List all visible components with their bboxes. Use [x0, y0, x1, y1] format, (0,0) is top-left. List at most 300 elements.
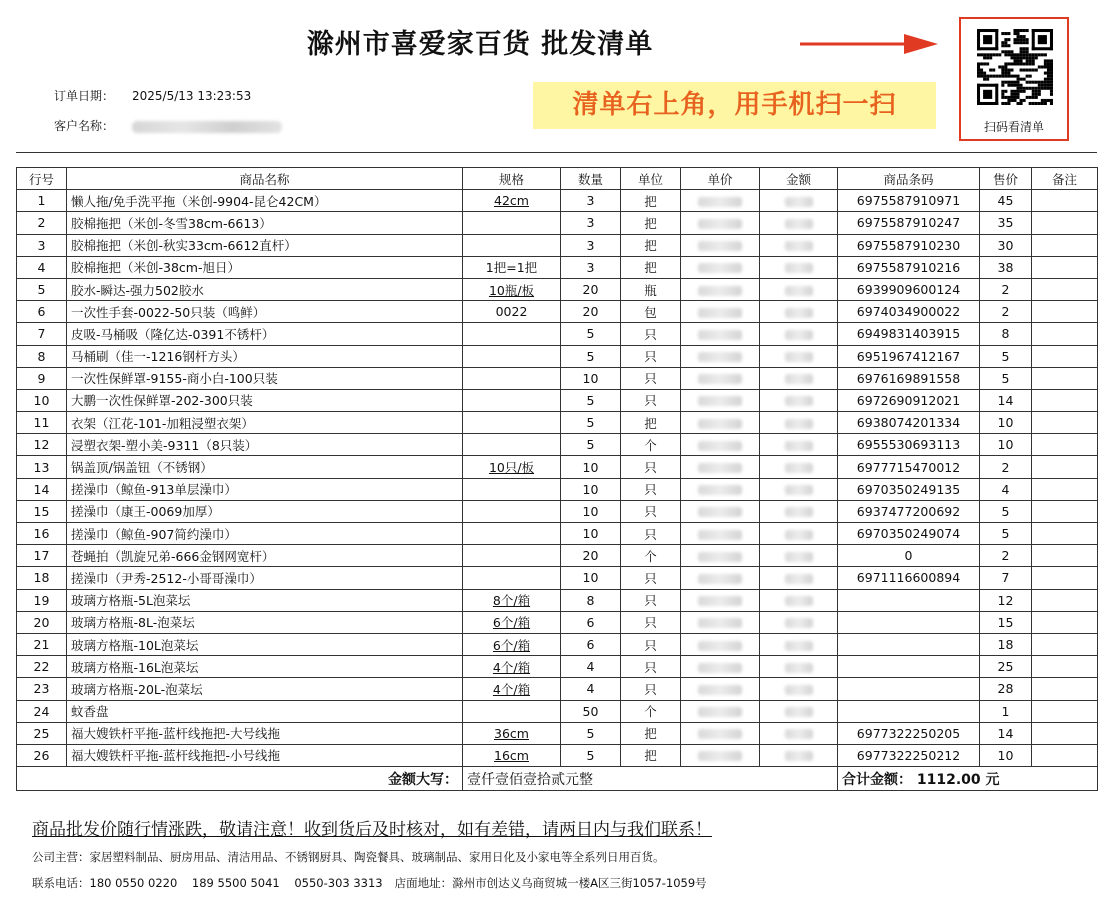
retail-price: 45 [980, 190, 1032, 212]
row-number: 15 [17, 500, 67, 522]
redacted-value [698, 241, 742, 251]
document-title: 滁州市喜爱家百货 批发清单 [306, 29, 654, 60]
phone-numbers: 180 0550 0220 189 5500 5041 0550-303 3313 [89, 876, 383, 890]
spec [463, 478, 561, 500]
unit: 把 [621, 256, 681, 278]
redacted-value [785, 396, 813, 406]
spec [463, 389, 561, 411]
column-header: 金额 [760, 168, 838, 190]
retail-price: 10 [980, 412, 1032, 434]
barcode: 6970350249074 [838, 523, 980, 545]
redacted-value [698, 707, 742, 717]
table-row [17, 744, 1098, 766]
barcode: 6977322250205 [838, 722, 980, 744]
barcode [838, 678, 980, 700]
redacted-value [785, 574, 813, 584]
amount-redacted [760, 278, 838, 300]
barcode: 6970350249135 [838, 478, 980, 500]
quantity: 8 [561, 589, 621, 611]
barcode: 6977322250212 [838, 744, 980, 766]
quantity: 3 [561, 212, 621, 234]
redacted-value [785, 507, 813, 517]
items-table [16, 167, 1098, 791]
unit: 只 [621, 656, 681, 678]
redacted-value [698, 396, 742, 406]
barcode [838, 589, 980, 611]
retail-price: 2 [980, 545, 1032, 567]
remark [1032, 744, 1098, 766]
amount-redacted [760, 633, 838, 655]
table-row [17, 434, 1098, 456]
row-number: 9 [17, 367, 67, 389]
quantity: 4 [561, 678, 621, 700]
unit: 只 [621, 345, 681, 367]
redacted-value [698, 485, 742, 495]
unit: 把 [621, 722, 681, 744]
unit: 只 [621, 500, 681, 522]
product-name: 搓澡巾（鲸鱼-907简约澡巾） [67, 523, 463, 545]
order-date-row [54, 87, 251, 104]
redacted-value [698, 419, 742, 429]
spec: 1把=1把 [463, 256, 561, 278]
unit-price-redacted [681, 389, 760, 411]
retail-price: 1 [980, 700, 1032, 722]
redacted-value [785, 441, 813, 451]
qr-caption: 扫码看清单 [983, 120, 1044, 134]
quantity: 10 [561, 523, 621, 545]
quantity: 5 [561, 744, 621, 766]
retail-price: 2 [980, 278, 1032, 300]
barcode: 6955530693113 [838, 434, 980, 456]
retail-price: 30 [980, 234, 1032, 256]
barcode: 6971116600894 [838, 567, 980, 589]
unit: 把 [621, 412, 681, 434]
remark [1032, 722, 1098, 744]
retail-price: 5 [980, 367, 1032, 389]
scan-promo-banner: 清单右上角，用手机扫一扫 [533, 82, 936, 129]
barcode: 6975587910971 [838, 190, 980, 212]
table-row [17, 234, 1098, 256]
redacted-value [785, 219, 813, 229]
redacted-value [785, 286, 813, 296]
amount-redacted [760, 212, 838, 234]
barcode: 6938074201334 [838, 412, 980, 434]
retail-price: 2 [980, 456, 1032, 478]
retail-price: 35 [980, 212, 1032, 234]
row-number: 2 [17, 212, 67, 234]
amount-redacted [760, 234, 838, 256]
redacted-value [698, 374, 742, 384]
row-number: 6 [17, 301, 67, 323]
table-row [17, 500, 1098, 522]
redacted-value [785, 263, 813, 273]
amount-redacted [760, 301, 838, 323]
remark [1032, 456, 1098, 478]
row-number: 18 [17, 567, 67, 589]
remark [1032, 212, 1098, 234]
amount-redacted [760, 500, 838, 522]
unit: 只 [621, 323, 681, 345]
table-row [17, 567, 1098, 589]
table-row [17, 545, 1098, 567]
redacted-value [785, 751, 813, 761]
remark [1032, 700, 1098, 722]
retail-price: 2 [980, 301, 1032, 323]
redacted-value [698, 641, 742, 651]
row-number: 23 [17, 678, 67, 700]
spec [463, 523, 561, 545]
spec [463, 434, 561, 456]
business-scope: 公司主营：家居塑料制品、厨房用品、清洁用品、不锈钢厨具、陶瓷餐具、玻璃制品、家用日化及小家电等全系列日用百货。 [32, 850, 665, 864]
unit-price-redacted [681, 589, 760, 611]
amount-redacted [760, 478, 838, 500]
redacted-value [785, 308, 813, 318]
table-row [17, 212, 1098, 234]
remark [1032, 301, 1098, 323]
quantity: 5 [561, 323, 621, 345]
redacted-value [698, 330, 742, 340]
product-name: 玻璃方格瓶-16L泡菜坛 [67, 656, 463, 678]
unit-price-redacted [681, 722, 760, 744]
retail-price: 15 [980, 611, 1032, 633]
spec: 16cm [463, 744, 561, 766]
amount-redacted [760, 434, 838, 456]
amount-redacted [760, 190, 838, 212]
remark [1032, 256, 1098, 278]
unit-price-redacted [681, 345, 760, 367]
column-header: 规格 [463, 168, 561, 190]
barcode: 6977715470012 [838, 456, 980, 478]
redacted-value [785, 463, 813, 473]
unit-price-redacted [681, 434, 760, 456]
redacted-value [785, 374, 813, 384]
product-name: 蚊香盘 [67, 700, 463, 722]
redacted-value [698, 286, 742, 296]
table-row [17, 656, 1098, 678]
quantity: 20 [561, 301, 621, 323]
amount-redacted [760, 656, 838, 678]
barcode: 0 [838, 545, 980, 567]
redacted-value [785, 641, 813, 651]
amount-redacted [760, 611, 838, 633]
column-header: 售价 [980, 168, 1032, 190]
table-row [17, 345, 1098, 367]
amount-redacted [760, 722, 838, 744]
product-name: 皮吸-马桶吸（隆亿达-0391不锈杆） [67, 323, 463, 345]
table-row [17, 278, 1098, 300]
product-name: 衣架（江花-101-加粗浸塑衣架） [67, 412, 463, 434]
unit-price-redacted [681, 412, 760, 434]
remark [1032, 523, 1098, 545]
row-number: 25 [17, 722, 67, 744]
table-row [17, 611, 1098, 633]
remark [1032, 500, 1098, 522]
redacted-value [698, 507, 742, 517]
column-header: 数量 [561, 168, 621, 190]
spec [463, 367, 561, 389]
redacted-value [785, 707, 813, 717]
column-header: 商品名称 [67, 168, 463, 190]
price-notice: 商品批发价随行情涨跌，敬请注意！收到货后及时核对，如有差错，请两日内与我们联系！ [32, 820, 712, 840]
unit: 把 [621, 744, 681, 766]
redacted-value [785, 241, 813, 251]
product-name: 浸塑衣架-塑小美-9311（8只装） [67, 434, 463, 456]
barcode: 6975587910247 [838, 212, 980, 234]
amount-redacted [760, 589, 838, 611]
order-date-value: 2025/5/13 13:23:53 [132, 89, 252, 103]
redacted-value [698, 663, 742, 673]
quantity: 3 [561, 234, 621, 256]
redacted-value [785, 530, 813, 540]
redacted-value [698, 308, 742, 318]
product-name: 大鹏一次性保鲜罩-202-300只装 [67, 389, 463, 411]
amount-redacted [760, 523, 838, 545]
retail-price: 28 [980, 678, 1032, 700]
redacted-value [698, 751, 742, 761]
unit-price-redacted [681, 567, 760, 589]
product-name: 马桶刷（佳一-1216钢杆方头） [67, 345, 463, 367]
total-cn-value: 壹仟壹佰壹拾贰元整 [463, 767, 838, 791]
row-number: 19 [17, 589, 67, 611]
row-number: 5 [17, 278, 67, 300]
address-label: 店面地址： [394, 876, 453, 890]
customer-name-redacted [132, 121, 282, 133]
spec: 10只/板 [463, 456, 561, 478]
redacted-value [785, 685, 813, 695]
barcode [838, 656, 980, 678]
table-row [17, 589, 1098, 611]
barcode: 6976169891558 [838, 367, 980, 389]
retail-price: 10 [980, 744, 1032, 766]
amount-redacted [760, 256, 838, 278]
column-header: 商品条码 [838, 168, 980, 190]
product-name: 胶棉拖把（米创-冬雪38cm-6613） [67, 212, 463, 234]
quantity: 5 [561, 345, 621, 367]
retail-price: 10 [980, 434, 1032, 456]
row-number: 26 [17, 744, 67, 766]
quantity: 10 [561, 478, 621, 500]
retail-price: 14 [980, 389, 1032, 411]
unit: 个 [621, 545, 681, 567]
redacted-value [698, 441, 742, 451]
product-name: 玻璃方格瓶-10L泡菜坛 [67, 633, 463, 655]
spec: 8个/箱 [463, 589, 561, 611]
quantity: 20 [561, 278, 621, 300]
remark [1032, 611, 1098, 633]
row-number: 4 [17, 256, 67, 278]
table-row [17, 523, 1098, 545]
spec [463, 500, 561, 522]
barcode: 6972690912021 [838, 389, 980, 411]
spec: 10瓶/板 [463, 278, 561, 300]
amount-redacted [760, 345, 838, 367]
redacted-value [698, 618, 742, 628]
quantity: 10 [561, 500, 621, 522]
remark [1032, 545, 1098, 567]
unit-price-redacted [681, 456, 760, 478]
column-header: 行号 [17, 168, 67, 190]
barcode [838, 700, 980, 722]
redacted-value [785, 552, 813, 562]
table-row [17, 633, 1098, 655]
spec [463, 234, 561, 256]
unit-price-redacted [681, 234, 760, 256]
table-row [17, 700, 1098, 722]
unit: 只 [621, 611, 681, 633]
quantity: 20 [561, 545, 621, 567]
unit: 只 [621, 389, 681, 411]
product-name: 苍蝇拍（凯旋兄弟-666金钢网宽杆） [67, 545, 463, 567]
product-name: 玻璃方格瓶-5L泡菜坛 [67, 589, 463, 611]
spec [463, 412, 561, 434]
retail-price: 8 [980, 323, 1032, 345]
redacted-value [785, 197, 813, 207]
unit: 只 [621, 456, 681, 478]
spec: 0022 [463, 301, 561, 323]
barcode [838, 633, 980, 655]
remark [1032, 567, 1098, 589]
quantity: 5 [561, 389, 621, 411]
redacted-value [698, 596, 742, 606]
row-number: 10 [17, 389, 67, 411]
unit-price-redacted [681, 278, 760, 300]
table-header-row [17, 168, 1098, 190]
quantity: 10 [561, 567, 621, 589]
table-row [17, 478, 1098, 500]
quantity: 6 [561, 633, 621, 655]
product-name: 胶棉拖把（米创-38cm-旭日） [67, 256, 463, 278]
table-row [17, 412, 1098, 434]
unit-price-redacted [681, 611, 760, 633]
product-name: 懒人拖/免手洗平拖（米创-9904-昆仑42CM） [67, 190, 463, 212]
unit-price-redacted [681, 656, 760, 678]
row-number: 7 [17, 323, 67, 345]
barcode: 6939909600124 [838, 278, 980, 300]
retail-price: 5 [980, 523, 1032, 545]
product-name: 搓澡巾（鲸鱼-913单层澡巾） [67, 478, 463, 500]
remark [1032, 345, 1098, 367]
redacted-value [698, 463, 742, 473]
remark [1032, 656, 1098, 678]
spec: 36cm [463, 722, 561, 744]
redacted-value [785, 663, 813, 673]
redacted-value [785, 485, 813, 495]
amount-redacted [760, 744, 838, 766]
amount-redacted [760, 678, 838, 700]
unit: 只 [621, 478, 681, 500]
product-name: 胶棉拖把（米创-秋实33cm-6612直杆） [67, 234, 463, 256]
spec: 6个/箱 [463, 633, 561, 655]
unit: 个 [621, 434, 681, 456]
qr-code-panel[interactable] [959, 17, 1069, 141]
redacted-value [785, 352, 813, 362]
table-row [17, 389, 1098, 411]
quantity: 5 [561, 434, 621, 456]
retail-price: 14 [980, 722, 1032, 744]
header-divider [16, 152, 1097, 153]
retail-price: 7 [980, 567, 1032, 589]
row-number: 3 [17, 234, 67, 256]
row-number: 11 [17, 412, 67, 434]
unit-price-redacted [681, 633, 760, 655]
redacted-value [698, 197, 742, 207]
product-name: 玻璃方格瓶-20L-泡菜坛 [67, 678, 463, 700]
qr-code-icon[interactable] [977, 29, 1053, 105]
row-number: 16 [17, 523, 67, 545]
quantity: 50 [561, 700, 621, 722]
remark [1032, 389, 1098, 411]
amount-redacted [760, 567, 838, 589]
product-name: 玻璃方格瓶-8L-泡菜坛 [67, 611, 463, 633]
amount-redacted [760, 323, 838, 345]
unit: 把 [621, 212, 681, 234]
row-number: 8 [17, 345, 67, 367]
spec: 42cm [463, 190, 561, 212]
table-row [17, 190, 1098, 212]
remark [1032, 367, 1098, 389]
retail-price: 12 [980, 589, 1032, 611]
amount-redacted [760, 367, 838, 389]
total-row [17, 767, 1098, 791]
row-number: 20 [17, 611, 67, 633]
table-row [17, 301, 1098, 323]
product-name: 搓澡巾（尹秀-2512-小哥哥澡巾） [67, 567, 463, 589]
table-row [17, 256, 1098, 278]
row-number: 17 [17, 545, 67, 567]
redacted-value [698, 729, 742, 739]
amount-redacted [760, 412, 838, 434]
customer-label: 客户名称： [54, 119, 115, 133]
quantity: 3 [561, 256, 621, 278]
unit: 把 [621, 190, 681, 212]
spec [463, 212, 561, 234]
total-amount [838, 767, 1098, 791]
redacted-value [698, 352, 742, 362]
quantity: 4 [561, 656, 621, 678]
total-amount-label: 合计金额： [842, 771, 912, 788]
remark [1032, 678, 1098, 700]
quantity: 6 [561, 611, 621, 633]
column-header: 备注 [1032, 168, 1098, 190]
unit: 个 [621, 700, 681, 722]
remark [1032, 234, 1098, 256]
product-name: 福大嫂铁杆平拖-蓝杆线拖把-小号线拖 [67, 744, 463, 766]
redacted-value [785, 618, 813, 628]
row-number: 22 [17, 656, 67, 678]
spec: 6个/箱 [463, 611, 561, 633]
redacted-value [698, 530, 742, 540]
spec [463, 567, 561, 589]
quantity: 10 [561, 456, 621, 478]
unit-price-redacted [681, 301, 760, 323]
unit-price-redacted [681, 545, 760, 567]
amount-redacted [760, 456, 838, 478]
redacted-value [698, 552, 742, 562]
row-number: 21 [17, 633, 67, 655]
redacted-value [698, 263, 742, 273]
barcode: 6974034900022 [838, 301, 980, 323]
column-header: 单价 [681, 168, 760, 190]
quantity: 10 [561, 367, 621, 389]
barcode: 6975587910216 [838, 256, 980, 278]
unit-price-redacted [681, 323, 760, 345]
unit-price-redacted [681, 744, 760, 766]
spec [463, 545, 561, 567]
total-cn-label: 金额大写： [17, 767, 463, 791]
spec [463, 323, 561, 345]
total-amount-value: 1112.00 元 [916, 771, 1000, 788]
customer-row [54, 117, 282, 134]
